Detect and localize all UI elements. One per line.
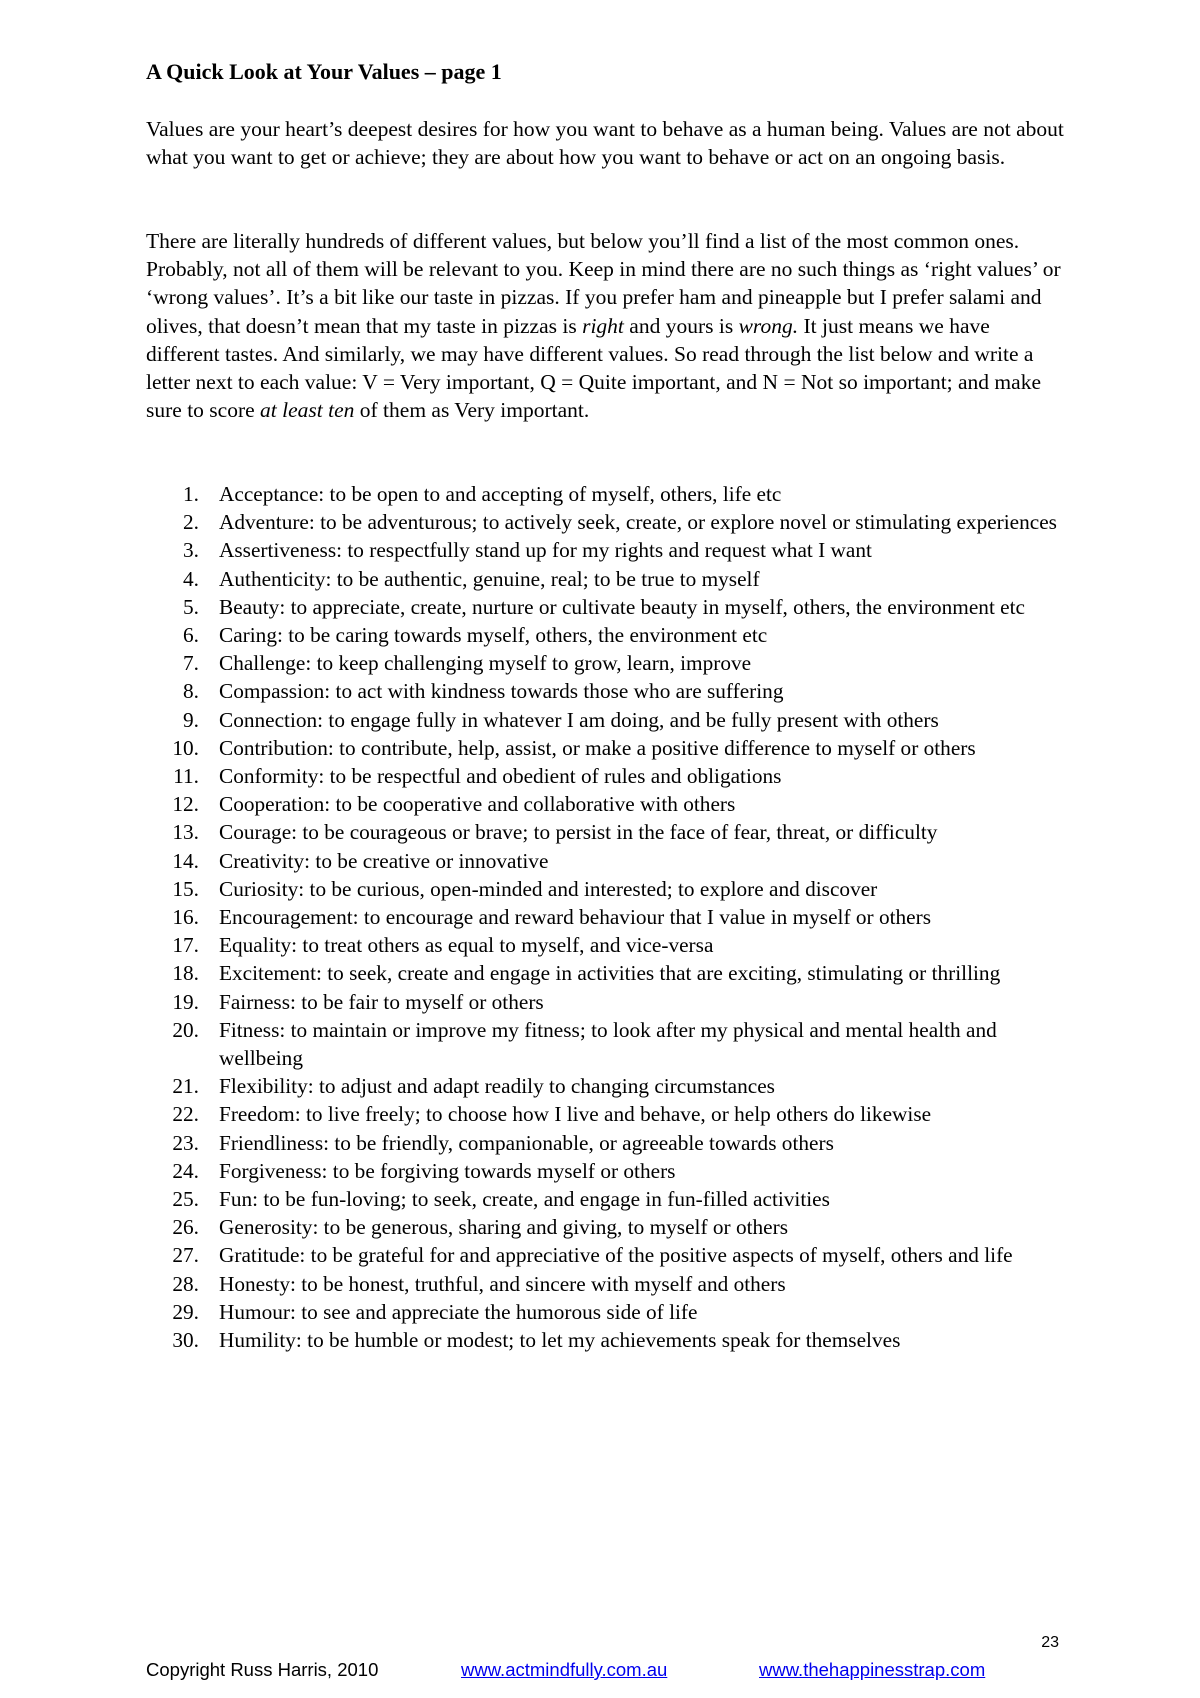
list-item bbox=[146, 734, 1076, 762]
list-item bbox=[146, 818, 1076, 846]
list-item bbox=[146, 1213, 1076, 1241]
list-item-text: Assertiveness: to respectfully stand up for my rights and request what I want bbox=[219, 538, 872, 563]
list-item-number: 23. bbox=[172, 1130, 199, 1155]
list-item bbox=[146, 1326, 1076, 1354]
list-item-number: 12. bbox=[172, 792, 199, 817]
actmindfully-link[interactable]: www.actmindfully.com.au bbox=[461, 1659, 668, 1680]
list-item-text: Fairness: to be fair to myself or others bbox=[219, 989, 544, 1014]
list-item-number: 21. bbox=[172, 1074, 199, 1099]
list-item bbox=[146, 677, 1076, 705]
list-item-text: Generosity: to be generous, sharing and giving, to myself or others bbox=[219, 1215, 788, 1240]
list-item-number: 29. bbox=[172, 1299, 199, 1324]
emphasis-right: right bbox=[582, 313, 624, 338]
list-item-text: Connection: to engage fully in whatever I am doing, and be fully present with others bbox=[219, 707, 939, 732]
list-item-number: 18. bbox=[172, 961, 199, 986]
list-item bbox=[146, 875, 1076, 903]
list-item-text: Caring: to be caring towards myself, others, the environment etc bbox=[219, 623, 768, 648]
instructions-paragraph bbox=[146, 227, 1066, 424]
list-item bbox=[146, 790, 1076, 818]
list-item-number: 13. bbox=[172, 820, 199, 845]
list-item-number: 30. bbox=[172, 1328, 199, 1353]
list-item-number: 14. bbox=[172, 848, 199, 873]
list-item-text: Friendliness: to be friendly, companionable, or agreeable towards others bbox=[219, 1130, 834, 1155]
list-item bbox=[146, 988, 1076, 1016]
list-item-text: Equality: to treat others as equal to myself, and vice-versa bbox=[219, 933, 714, 958]
list-item-number: 22. bbox=[172, 1102, 199, 1127]
list-item bbox=[146, 1185, 1076, 1213]
page-title: A Quick Look at Your Values – page 1 bbox=[146, 59, 502, 84]
list-item-text: Gratitude: to be grateful for and appreciative of the positive aspects of myself, others and life bbox=[219, 1243, 1013, 1268]
thehappinesstrap-link[interactable]: www.thehappinesstrap.com bbox=[759, 1659, 986, 1680]
list-item-text: Contribution: to contribute, help, assist, or make a positive difference to myself or others bbox=[219, 735, 976, 760]
list-item bbox=[146, 593, 1076, 621]
list-item-text: Challenge: to keep challenging myself to grow, learn, improve bbox=[219, 651, 752, 676]
list-item-number: 28. bbox=[172, 1271, 199, 1296]
list-item bbox=[146, 1016, 1076, 1072]
values-list bbox=[146, 480, 1076, 1354]
list-item-number: 1. bbox=[183, 482, 199, 506]
list-item bbox=[146, 565, 1076, 593]
list-item-text: Humility: to be humble or modest; to let my achievements speak for themselves bbox=[219, 1328, 901, 1353]
list-item bbox=[146, 1298, 1076, 1326]
list-item-text: Beauty: to appreciate, create, nurture or cultivate beauty in myself, others, the environment etc bbox=[219, 594, 1026, 619]
list-item-number: 19. bbox=[172, 989, 199, 1014]
list-item-text: Courage: to be courageous or brave; to persist in the face of fear, threat, or difficulty bbox=[219, 820, 938, 845]
list-item-text: Creativity: to be creative or innovative bbox=[219, 848, 549, 873]
list-item-text: Humour: to see and appreciate the humorous side of life bbox=[219, 1299, 698, 1324]
list-item-number: 5. bbox=[183, 594, 199, 619]
list-item bbox=[146, 931, 1076, 959]
list-item-text: Honesty: to be honest, truthful, and sincere with myself and others bbox=[219, 1271, 786, 1296]
list-item-text: Forgiveness: to be forgiving towards myself or others bbox=[219, 1158, 676, 1183]
copyright-text: Copyright Russ Harris, 2010 bbox=[146, 1659, 379, 1680]
list-item-text: Fitness: to maintain or improve my fitness; to look after my physical and mental health and wellbeing bbox=[219, 1017, 997, 1071]
list-item bbox=[146, 959, 1076, 987]
list-item bbox=[146, 903, 1076, 931]
list-item bbox=[146, 1270, 1076, 1298]
list-item-number: 10. bbox=[172, 735, 199, 760]
list-item bbox=[146, 508, 1076, 536]
list-item bbox=[146, 1157, 1076, 1185]
instructions-text-g: of them as Very important. bbox=[354, 398, 590, 423]
list-item bbox=[146, 480, 1076, 508]
list-item-number: 26. bbox=[172, 1215, 199, 1240]
list-item bbox=[146, 762, 1076, 790]
list-item-number: 27. bbox=[172, 1243, 199, 1268]
list-item-text: Conformity: to be respectful and obedient of rules and obligations bbox=[219, 764, 782, 789]
list-item-number: 11. bbox=[173, 764, 199, 789]
list-item-number: 9. bbox=[183, 707, 199, 732]
list-item-number: 17. bbox=[172, 933, 199, 958]
list-item-text: Flexibility: to adjust and adapt readily to changing circumstances bbox=[219, 1074, 775, 1099]
emphasis-at-least-ten: at least ten bbox=[260, 398, 355, 423]
list-item-text: Authenticity: to be authentic, genuine, real; to be true to myself bbox=[219, 566, 760, 591]
list-item-text: Cooperation: to be cooperative and collaborative with others bbox=[219, 792, 736, 817]
list-item bbox=[146, 1129, 1076, 1157]
emphasis-wrong: wrong. bbox=[738, 313, 799, 338]
footer bbox=[0, 1659, 1200, 1685]
instructions-text-a: There are literally hundreds of different values, but below you’ll find a list of the most common ones. Probably, not all of them will be relevant to you. Keep in mind there are no such things as ‘right values’ or ‘wrong values’. It’s a bit like our taste in pizzas. If you prefer ham and pineapple but I prefer salami and olives, that doesn’t mean that my taste in pizzas is bbox=[146, 229, 1061, 338]
intro-paragraph: Values are your heart’s deepest desires for how you want to behave as a human being. Values are not about what you want to get or achieve; they are about how you want to behave or act on an ongoing basis. bbox=[146, 117, 1064, 170]
list-item-number: 25. bbox=[172, 1187, 199, 1212]
list-item-number: 24. bbox=[172, 1158, 199, 1183]
list-item bbox=[146, 621, 1076, 649]
list-item-text: Encouragement: to encourage and reward behaviour that I value in myself or others bbox=[219, 905, 931, 930]
list-item-number: 7. bbox=[183, 651, 199, 676]
list-item bbox=[146, 536, 1076, 564]
list-item bbox=[146, 1241, 1076, 1269]
list-item bbox=[146, 706, 1076, 734]
page-number: 23 bbox=[1041, 1634, 1059, 1651]
list-item-text: Adventure: to be adventurous; to actively seek, create, or explore novel or stimulating experiences bbox=[219, 510, 1057, 535]
list-item bbox=[146, 649, 1076, 677]
list-item bbox=[146, 847, 1076, 875]
list-item-number: 6. bbox=[183, 623, 199, 648]
list-item bbox=[146, 1100, 1076, 1128]
instructions-text-e: It just means we have different tastes. And similarly, we may have different values. So read through the list below and write a letter next to each value: V = Very important, Q = Quite important, and N = Not so important; and make sure to score bbox=[146, 313, 1041, 423]
list-item-number: 16. bbox=[172, 905, 199, 930]
list-item-text: Curiosity: to be curious, open-minded and interested; to explore and discover bbox=[219, 876, 878, 901]
list-item bbox=[146, 1072, 1076, 1100]
list-item-text: Compassion: to act with kindness towards those who are suffering bbox=[219, 679, 784, 704]
instructions-text-c: and yours is bbox=[623, 313, 739, 338]
list-item-text: Excitement: to seek, create and engage in activities that are exciting, stimulating or thrilling bbox=[219, 961, 1001, 986]
list-item-number: 4. bbox=[183, 566, 199, 591]
list-item-number: 2. bbox=[183, 510, 199, 535]
list-item-text: Freedom: to live freely; to choose how I live and behave, or help others do likewise bbox=[219, 1102, 932, 1127]
list-item-text: Fun: to be fun-loving; to seek, create, and engage in fun-filled activities bbox=[219, 1187, 830, 1212]
list-item-number: 20. bbox=[172, 1017, 199, 1042]
list-item-number: 3. bbox=[183, 538, 199, 563]
list-item-text: Acceptance: to be open to and accepting of myself, others, life etc bbox=[219, 482, 782, 506]
list-item-number: 15. bbox=[172, 876, 199, 901]
list-item-number: 8. bbox=[183, 679, 199, 704]
